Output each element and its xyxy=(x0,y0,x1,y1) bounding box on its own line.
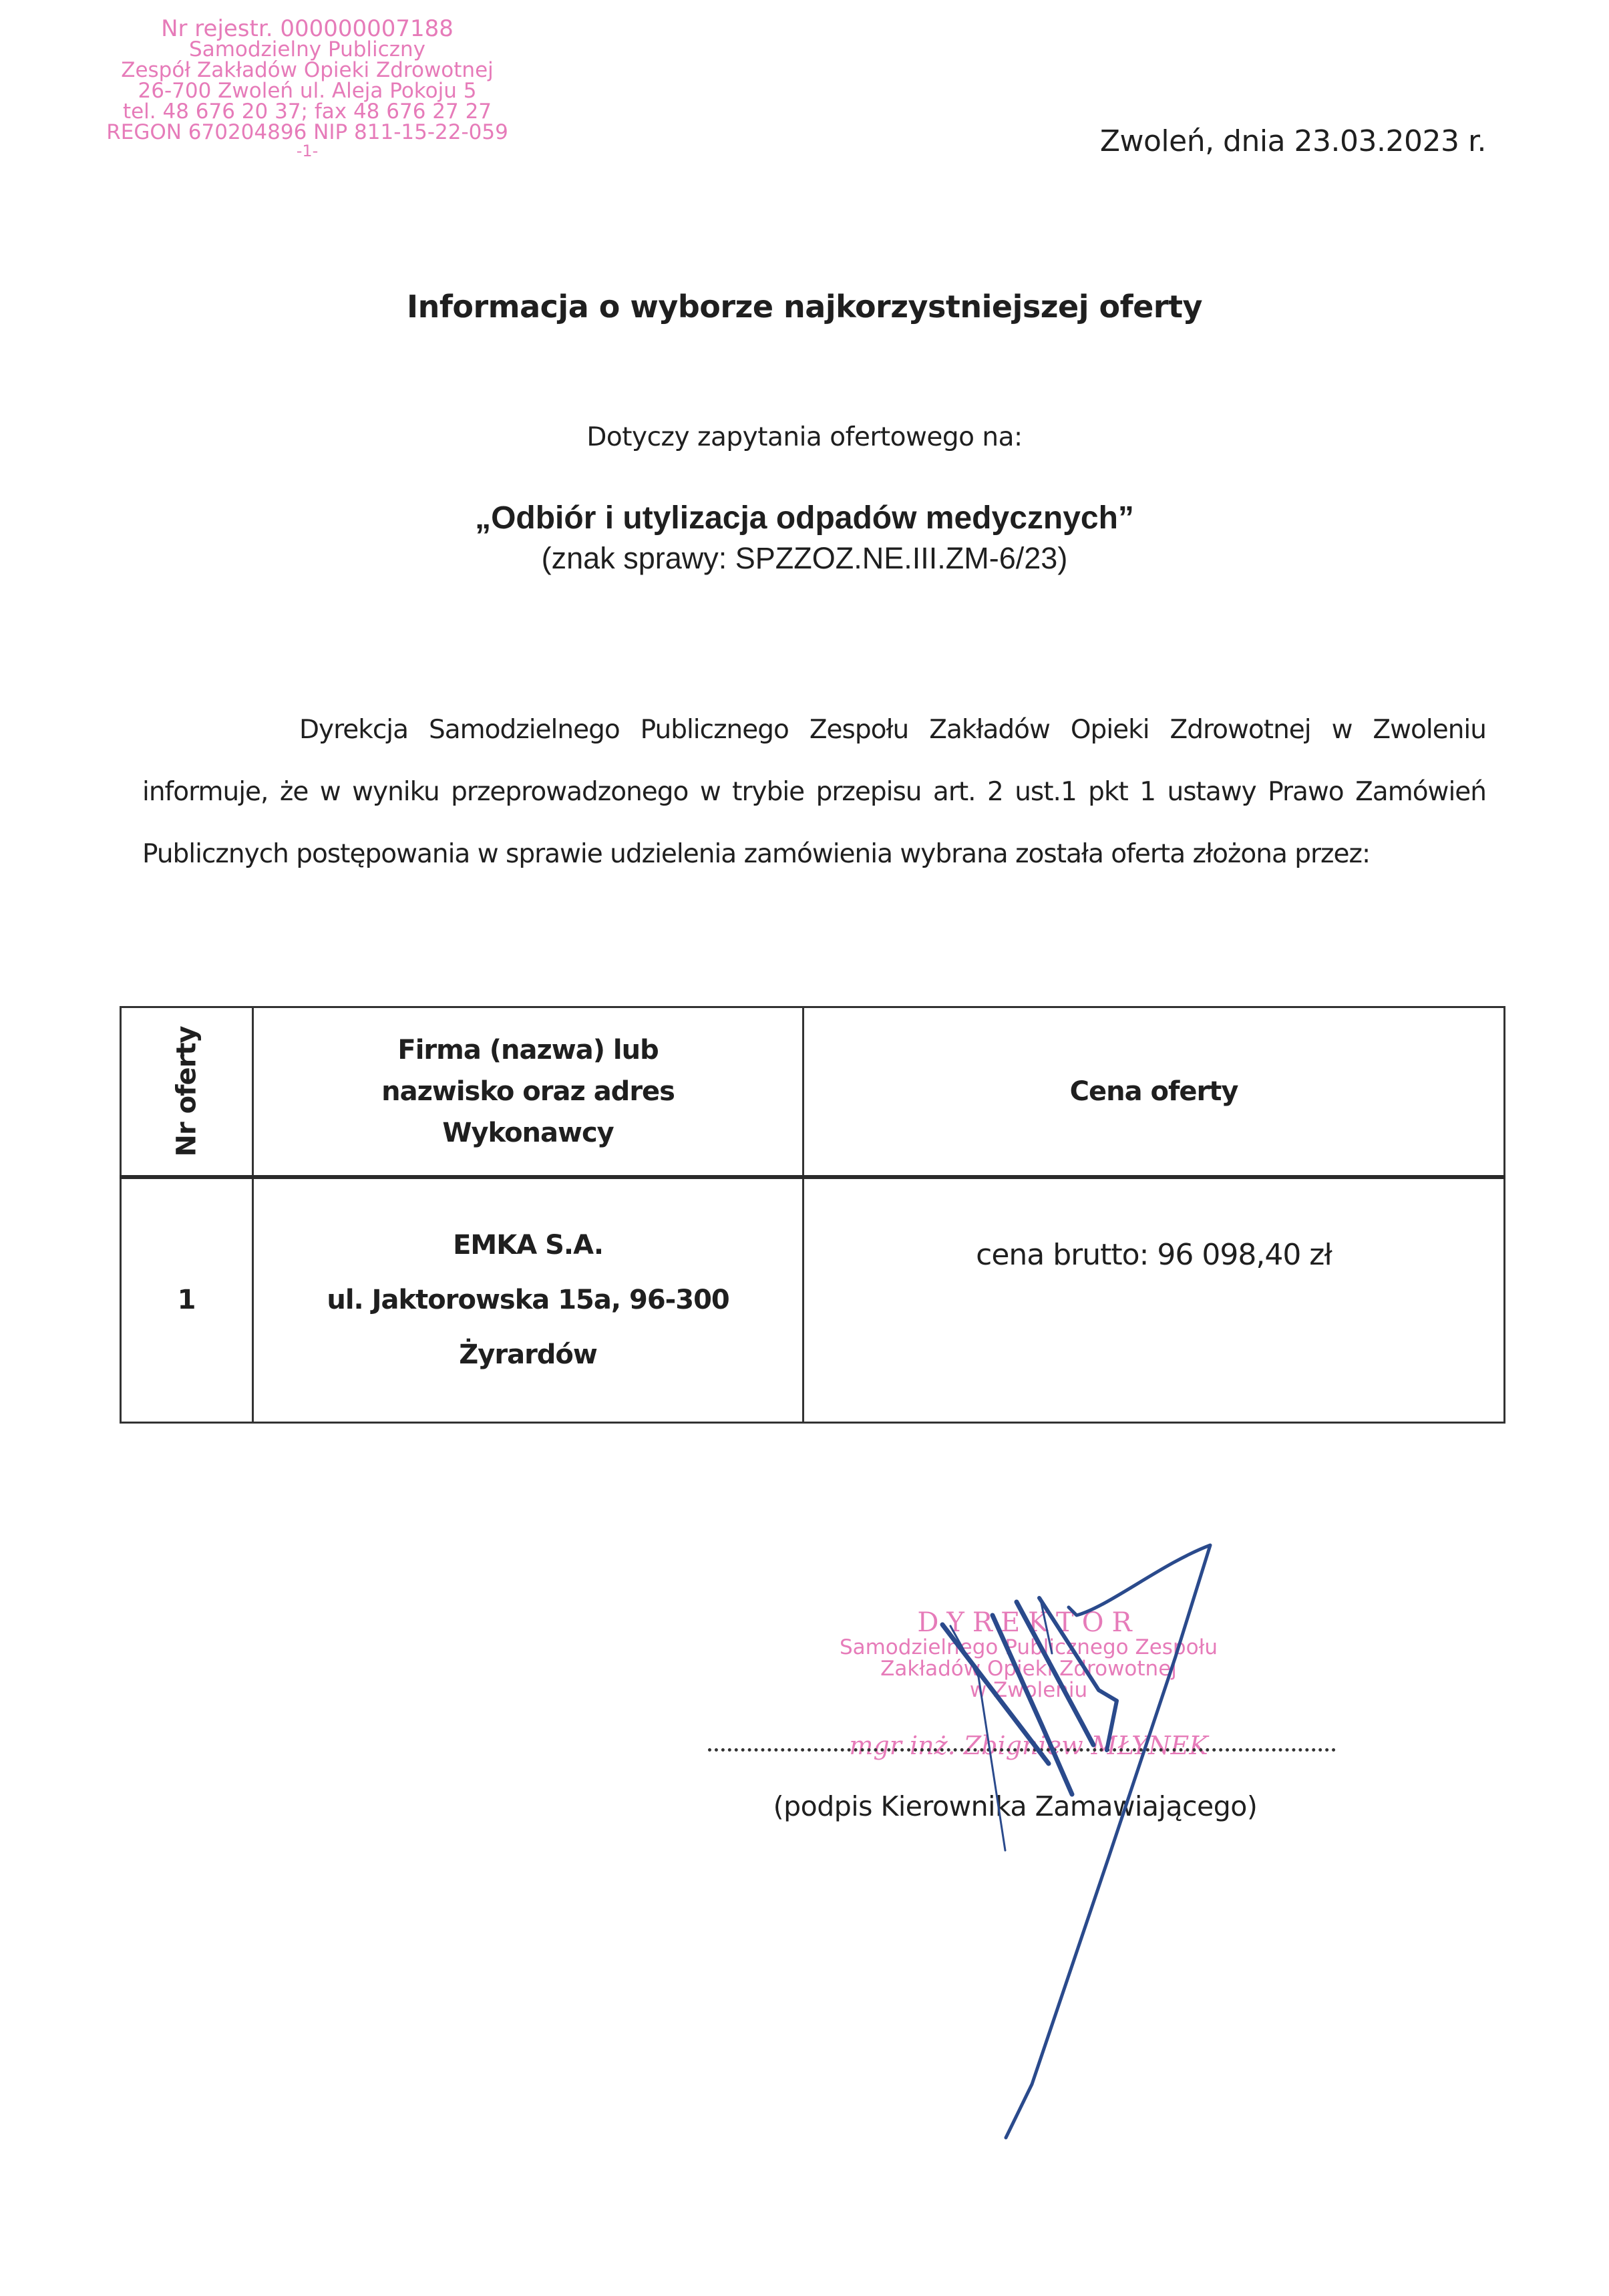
contractor-name: EMKA S.A. xyxy=(453,1230,604,1261)
stamp-line: Zespół Zakładów Opieki Zdrowotnej xyxy=(121,58,494,82)
contractor-cell xyxy=(253,1177,803,1423)
body-paragraph xyxy=(142,699,1486,885)
stamp-line: Samodzielny Publiczny xyxy=(189,37,425,61)
stamp-line: Nr rejestr. 000000007188 xyxy=(161,15,454,42)
procurement-subject: „Odbiór i utylizacja odpadów medycznych” xyxy=(475,500,1134,536)
document-date: Zwoleń, dnia 23.03.2023 r. xyxy=(1099,124,1486,158)
header-price: Cena oferty xyxy=(803,1007,1505,1177)
offer-number: 1 xyxy=(121,1177,253,1423)
stamp-page-number: -1- xyxy=(296,142,319,160)
signature-line xyxy=(708,1740,1336,1752)
contractor-address: ul. Jaktorowska 15a, 96-300 Żyrardów xyxy=(327,1285,729,1371)
stamp-title: DYREKTOR xyxy=(917,1607,1140,1638)
document-title: Informacja o wyborze najkorzystniejszej oferty xyxy=(407,289,1202,325)
registration-stamp xyxy=(73,15,541,160)
stamp-line: tel. 48 676 20 37; fax 48 676 27 27 xyxy=(122,100,492,124)
director-name: mgr inż. Zbigniew MŁYNEK xyxy=(849,1731,1208,1760)
body-text: Dyrekcja Samodzielnego Publicznego Zespołu Zakładów Opieki Zdrowotnej w Zwoleniu informuje, że w wyniku przeprowadzonego w trybie przepisu art. 2 ust.1 pkt 1 ustawy Prawo Zamówień Publicznych postępowania w sprawie udzielenia zamówienia wybrana została oferta złożona przez: xyxy=(142,715,1486,869)
header-offer-number: Nr oferty xyxy=(121,1007,253,1177)
offers-table xyxy=(120,1006,1505,1424)
stamp-line: 26-700 Zwoleń ul. Aleja Pokoju 5 xyxy=(138,79,477,103)
header-contractor: Firma (nazwa) lub nazwisko oraz adres Wykonawcy xyxy=(253,1007,803,1177)
stamp-line: REGON 670204896 NIP 811-15-22-059 xyxy=(106,120,508,144)
document-subtitle: Dotyczy zapytania ofertowego na: xyxy=(586,422,1023,452)
stamp-line: w Zwoleniu xyxy=(969,1678,1088,1702)
table-header-row xyxy=(121,1007,1505,1177)
signature-caption: (podpis Kierownika Zamawiającego) xyxy=(773,1790,1258,1822)
table-row xyxy=(121,1177,1505,1423)
offer-price: cena brutto: 96 098,40 zł xyxy=(803,1177,1505,1423)
case-reference: (znak sprawy: SPZZOZ.NE.III.ZM-6/23) xyxy=(541,541,1068,575)
stamp-line: Zakładów Opieki Zdrowotnej xyxy=(880,1657,1177,1681)
director-stamp xyxy=(728,1607,1329,1760)
stamp-line: Samodzielnego Publicznego Zespołu xyxy=(839,1635,1218,1659)
